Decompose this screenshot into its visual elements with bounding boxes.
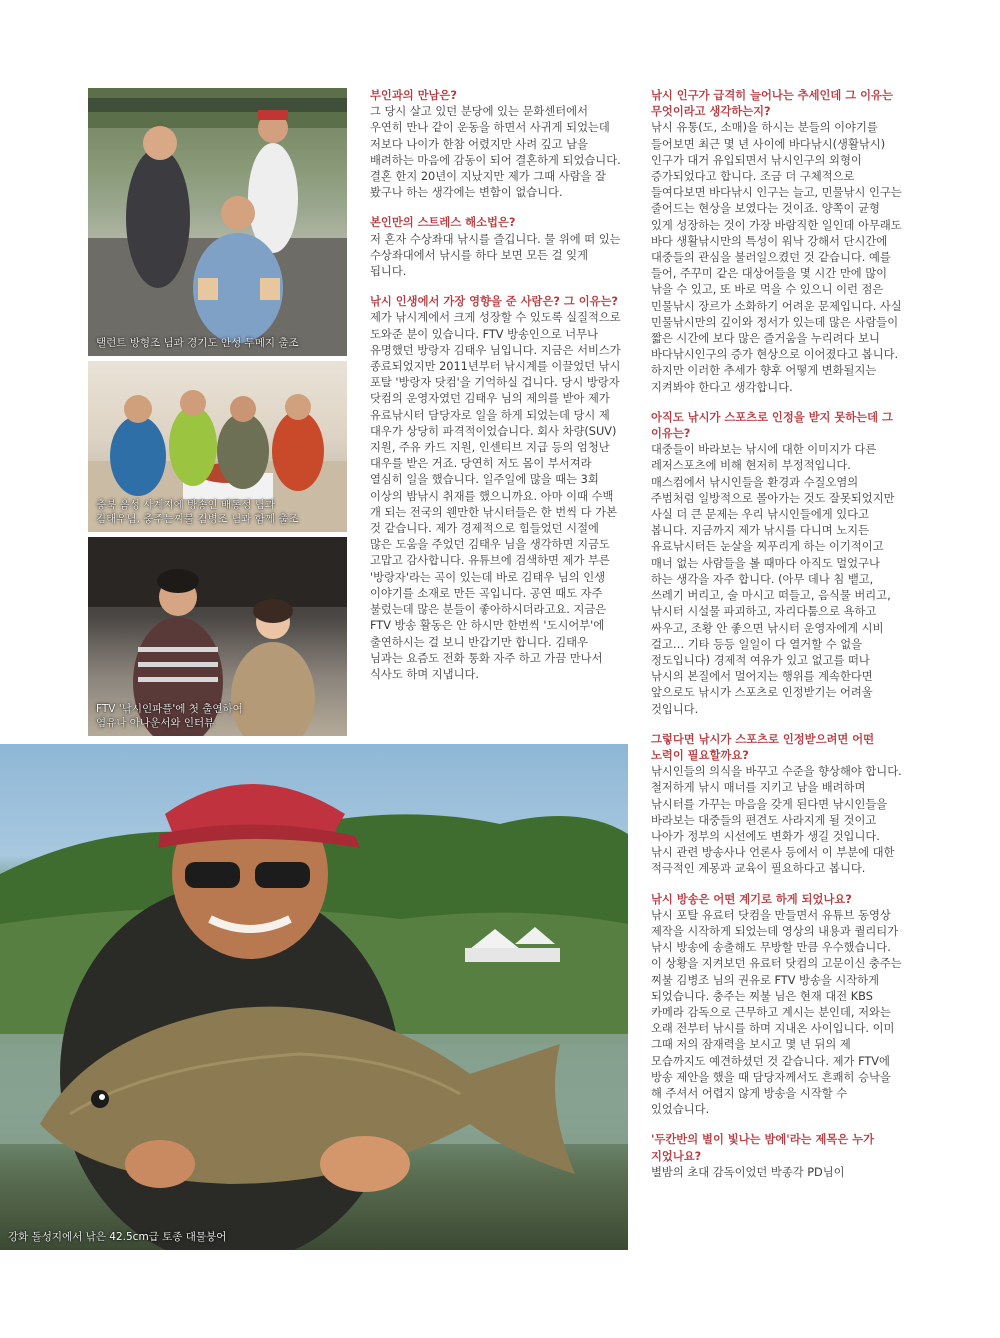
photo-caption: FTV '낚시인파플'에 첫 출연하여 염유나 아나운서와 인터뷰 bbox=[96, 703, 243, 729]
answer-text: 낚시 유통(도, 소매)을 하시는 분들의 이야기를 들어보면 최근 몇 년 사이에 바다낚시(생활낚시) 인구가 대거 유입되면서 낚시인구의 외형이 증가되었다고 합니다. 조금 더 구체적으로 들여다보면 바다낚시 인구는 늘고, 민물낚시 인구는 줄어드는 현상을 보였다는 것이죠. 양쪽이 균형 있게 성장하는 것이 가장 바람직한 일인데 아무래도 바다 생활낚시만의 특성이 워낙 강해서 단시간에 대중들의 관심을 불러일으켰던 것 같습니다. 예를 들어, 주꾸미 같은 대상어들을 몇 시간 만에 많이 낚을 수 있고, 또 바로 먹을 수 있으니 이런 점은 민물낚시 장르가 소화하기 어려운 문제입니다. 사실 민물낚시만의 깊이와 정서가 있는데 많은 사람들이 짧은 시간에 보다 많은 즐거움을 누리려다 보니 바다낚시인구의 증가 현상으로 이어졌다고 봅니다. 하지만 이러한 추세가 향후 어떻게 변화될지는 지켜봐야 한다고 생각합니다. bbox=[651, 121, 902, 394]
answer-text: 제가 낚시계에서 크게 성장할 수 있도록 실질적으로 도와준 분이 있습니다. FTV 방송인으로 너무나 유명했던 방랑자 김태우 님입니다. 지금은 서비스가 종료되었지만 2011년부터 낚시계를 이끌었던 낚시 포탈 '방랑자 닷컴'을 기억하실 겁니다. 당시 방랑자 닷컴의 운영자였던 김태우 님의 제의를 받아 제가 유료낚시터 담당자로 일을 하게 되었는데 당시 제 대우가 상당히 파격적이었습니다. 회사 차량(SUV) 지원, 주유 카드 지원, 인센티브 지급 등의 엄청난 대우를 받은 거죠. 당연히 저도 몸이 부서져라 열심히 일을 했습니다. 일주일에 많을 때는 3회 이상의 밤낚시 취재를 했으니까요. 아마 이때 수백 개 되는 전국의 웬만한 낚시터들은 한 번씩 다 가본 것 같습니다. 제가 경제적으로 힘들었던 시절에 많은 도움을 주었던 김태우 님을 생각하면 지금도 고맙고 감사합니다. 유튜브에 검색하면 제가 부른 '방랑자'라는 곡이 있는데 바로 김태우 님의 인생 이야기를 소재로 만든 곡입니다. 공연 때도 자주 불렀는데 많은 분들이 좋아하시더라고요. 지금은 FTV 방송 활동은 안 하시만 한번씩 '도시어부'에 출연하시는 걸 보니 반갑기만 합니다. 김태우 님과는 요즘도 전화 통화 자주 하고 가끔 만나서 식사도 하며 지냅니다. bbox=[370, 311, 621, 681]
question-heading: 그렇다면 낚시가 스포츠로 인정받으려면 어떤 노력이 필요할까요? bbox=[651, 732, 875, 762]
question-heading: 낚시 인구가 급격히 늘어나는 추세인데 그 이유는 무엇이라고 생각하는지? bbox=[651, 89, 893, 119]
qa-block-influential-person bbox=[370, 294, 632, 683]
photo-caption: 강화 돌성지에서 낚은 42.5cm급 토종 대물붕어 bbox=[8, 1231, 227, 1243]
photo-caption: 탤런트 방형조 님과 경기도 안성 두메지 출조 bbox=[96, 337, 299, 349]
question-heading: 본인만의 스트레스 해소법은? bbox=[370, 216, 516, 230]
photo-eumseong-group bbox=[88, 361, 347, 532]
qa-block-fishing-population bbox=[651, 88, 923, 396]
qa-block-recognition-effort bbox=[651, 732, 923, 878]
photo-illustration-1 bbox=[88, 88, 347, 356]
answer-text: 별밤의 초대 감독이었던 박종각 PD님이 bbox=[651, 1165, 845, 1179]
answer-text: 대중들이 바라보는 낚시에 대한 이미지가 다른 레저스포츠에 비해 현저히 부정적입니다. 매스컴에서 낚시인들을 환경과 수질오염의 주범처럼 일방적으로 몰아가는 것도 잘못되었지만 사실 더 큰 문제는 우리 낚시인들에게 있다고 봅니다. 지금까지 제가 낚시를 다니며 노지든 유료낚시터든 눈살을 찌푸리게 하는 이기적이고 매너 없는 사람들을 볼 때마다 아직도 멀었구나 하는 생각을 자주 합니다. (아무 데나 침 뱉고, 쓰레기 버리고, 술 마시고 떠들고, 음식물 버리고, 낚시터 시설물 파괴하고, 자리다툼으로 욕하고 싸우고, 조황 안 좋으면 낚시터 운영자에게 시비 걸고… 기타 등등 일일이 다 열거할 수 없을 정도입니다) 경제적 여유가 있고 없고를 떠나 낚시의 본질에서 멀어지는 행위를 계속한다면 앞으로도 낚시가 스포츠로 인정받기는 어려울 것입니다. bbox=[651, 443, 895, 716]
article-column-2 bbox=[651, 88, 923, 1195]
question-heading: 부인과의 만남은? bbox=[370, 89, 457, 102]
answer-text: 그 당시 살고 있던 분당에 있는 문화센터에서 우연히 만나 같이 운동을 하면서 사귀게 되었는데 저보다 나이가 한참 어렸지만 사려 깊고 남을 배려하는 마음에 감동이 되어 결혼하게 되었습니다. 결혼 한지 20년이 지났지만 제가 그때 사람을 잘 봤구나 하는 생각에는 변함이 없습니다. bbox=[370, 105, 621, 200]
qa-block-marriage bbox=[370, 88, 632, 201]
photo-caption: 충북 음성 사계지에 방송인 배동성 님과 김태우님, 충주는찌불 김병조 님과 함께 출조 bbox=[96, 499, 299, 525]
question-heading: '두칸반의 별이 빛나는 밤에'라는 제목은 누가 지었나요? bbox=[651, 1133, 875, 1163]
qa-block-broadcast-start bbox=[651, 892, 923, 1119]
photo-big-carp bbox=[0, 744, 628, 1250]
photo-interview bbox=[88, 537, 347, 736]
article-column-1 bbox=[370, 88, 632, 697]
qa-block-program-title bbox=[651, 1132, 923, 1181]
answer-text: 저 혼자 수상좌대 낚시를 즐깁니다. 물 위에 떠 있는 수상좌대에서 낚시를 하다 보면 모든 걸 잊게 됩니다. bbox=[370, 232, 621, 279]
answer-text: 낚시 포탈 유료터 닷컴을 만들면서 유튜브 동영상 제작을 시작하게 되었는데 영상의 내용과 퀄리티가 낚시 방송에 송출해도 무방할 만큼 우수했습니다. 이 상황을 지켜보던 유료터 닷컴의 고문이신 충주는 찌불 김병조 님의 권유로 FTV 방송을 시작하게 되었습니다. 충주는 찌불 님은 현재 대전 KBS 카메라 감독으로 근무하고 계시는 분인데, 저와는 오래 전부터 낚시를 하며 지내온 사이입니다. 이미 그때 저의 잠재력을 보시고 몇 년 뒤의 제 모습까지도 예견하셨던 것 같습니다. 제가 FTV에 방송 제안을 했을 때 담당자께서도 흔쾌히 승낙을 해 주셔서 어렵지 않게 방송을 시작할 수 있었습니다. bbox=[651, 908, 902, 1117]
qa-block-stress-relief bbox=[370, 215, 632, 280]
question-heading: 낚시 방송은 어떤 계기로 하게 되었나요? bbox=[651, 892, 852, 906]
question-heading: 아직도 낚시가 스포츠로 인정을 받지 못하는데 그 이유는? bbox=[651, 410, 893, 441]
photo-illustration-4 bbox=[0, 744, 628, 1250]
answer-text: 낚시인들의 의식을 바꾸고 수준을 향상해야 합니다. 철저하게 낚시 매너를 지키고 남을 배려하며 낚시터를 가꾸는 마음을 갖게 된다면 낚시인들을 바라보는 대중들의 편견도 사라지게 될 것이고 나아가 정부의 시선에도 변화가 생길 것입니다. 낚시 관련 방송사나 언론사 등에서 이 부분에 대한 적극적인 계몽과 교육이 필요하다고 봅니다. bbox=[651, 765, 902, 876]
qa-block-not-a-sport bbox=[651, 410, 923, 718]
question-heading: 낚시 인생에서 가장 영향을 준 사람은? 그 이유는? bbox=[370, 295, 618, 309]
photo-actor-anseong bbox=[88, 88, 347, 356]
